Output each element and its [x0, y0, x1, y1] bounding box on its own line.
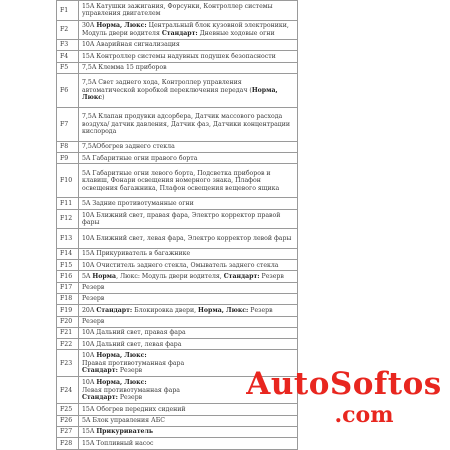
fuse-code: F23 [57, 350, 79, 377]
fuse-description-text: 10A Дальний свет, правая фара [82, 329, 186, 337]
fuse-code: F7 [57, 107, 79, 141]
fuse-description-bold: Норма, Люкс: [198, 306, 249, 314]
fuse-code: F9 [57, 153, 79, 164]
fuse-row [57, 20, 298, 40]
fuse-description-text: 15A Контроллер системы надувных подушек безопасности [82, 52, 276, 60]
fuse-description-bold: Норма, Люкс: [96, 22, 147, 30]
fuse-description-text: 15A Топливный насос [82, 439, 154, 447]
fuse-description-text: Дневные ходовые огни [197, 29, 275, 37]
fuse-description-text: 10A Дальний свет, левая фара [82, 340, 182, 348]
fuse-description [79, 198, 298, 209]
fuse-description [79, 164, 298, 198]
fuse-description-text: Блокировка двери, [132, 306, 199, 314]
fuse-code: F10 [57, 164, 79, 198]
fuse-code: F15 [57, 260, 79, 271]
fuse-description [79, 229, 298, 249]
fuse-description-text: 5A Габаритные огни правого борта [82, 154, 198, 162]
fuse-code: F1 [57, 1, 79, 21]
fuse-description-text: 7,5A Клапан продувки адсорбера, Датчик массового расхода воздуха/ датчик давления, Датчик фаз, Датчики концентрации кислорода [82, 113, 291, 136]
fuse-description-text: 7,5A Клемма 15 приборов [82, 64, 167, 72]
fuse-description [79, 141, 298, 152]
fuse-code: F22 [57, 339, 79, 350]
watermark-line1: AutoSoftos [246, 366, 442, 402]
fuse-description [79, 316, 298, 327]
fuse-description-text: 15A [82, 428, 97, 436]
watermark-line2: .com [334, 402, 394, 428]
fuse-description-text: Резерв [248, 306, 273, 314]
fuse-code: F4 [57, 51, 79, 62]
fuse-code: F27 [57, 427, 79, 438]
fuse-code: F2 [57, 20, 79, 40]
fuse-row [57, 209, 298, 229]
fuse-description-text: Резерв [259, 272, 284, 280]
fuse-description-text: 30A [82, 22, 97, 30]
fuse-row [57, 305, 298, 316]
fuse-description [79, 40, 298, 51]
fuse-description-text: 10A Ближний свет, правая фара, Электро корректор правой фары [82, 211, 281, 227]
fuse-description [79, 209, 298, 229]
fuse-row [57, 293, 298, 304]
fuse-row [57, 271, 298, 282]
fuse-row [57, 282, 298, 293]
fuse-description [79, 339, 298, 350]
fuse-description-text: 10A [82, 352, 97, 360]
fuse-code: F26 [57, 415, 79, 426]
fuse-row [57, 260, 298, 271]
fuse-code: F25 [57, 404, 79, 415]
fuse-code: F6 [57, 73, 79, 107]
fuse-description-text: 10A [82, 379, 97, 387]
fuse-code: F11 [57, 198, 79, 209]
fuse-description-text: Резерв [117, 367, 143, 375]
fuse-description-text: 10A Очиститель заднего стекла, Омыватель заднего стекла [82, 261, 279, 269]
fuse-code: F17 [57, 282, 79, 293]
fuse-description-text: Резерв [117, 394, 143, 402]
fuse-row [57, 153, 298, 164]
fuse-description-text: 20A [82, 306, 97, 314]
fuse-description [79, 248, 298, 259]
fuse-description [79, 107, 298, 141]
fuse-code: F5 [57, 62, 79, 73]
fuse-row [57, 164, 298, 198]
fuse-code: F21 [57, 327, 79, 338]
fuse-description [79, 327, 298, 338]
fuse-row [57, 327, 298, 338]
fuse-description [79, 427, 298, 438]
fuse-row [57, 73, 298, 107]
fuse-description-bold: Норма, Люкс [82, 86, 278, 102]
fuse-description-text: 5A Задние противотуманные огни [82, 199, 194, 207]
fuse-description-text: 10A Аварийная сигнализация [82, 41, 180, 49]
fuse-description-text: 7,5AОбогрев заднего стекла [82, 143, 175, 151]
fuse-description [79, 305, 298, 316]
fuse-description-text: Резерв [82, 295, 105, 303]
fuse-code: F18 [57, 293, 79, 304]
fuse-row [57, 427, 298, 438]
fuse-code: F3 [57, 40, 79, 51]
fuse-description [79, 293, 298, 304]
fuse-row [57, 62, 298, 73]
fuse-row [57, 40, 298, 51]
fuse-description-text: , Люкс: Модуль двери водителя, [116, 272, 224, 280]
fuse-description-text: Левая противотуманная фара [82, 386, 180, 394]
fuse-description-text: 7,5A Свет заднего хода, Контроллер управления автоматической коробкой переключения передач ( [82, 79, 252, 94]
fuse-row [57, 198, 298, 209]
fuse-description-text: 15A Обогрев передних сидений [82, 405, 186, 413]
fuse-description-text: 10A Ближний свет, левая фара, Электро корректор левой фары [82, 234, 292, 242]
fuse-description-bold: Стандарт: [96, 306, 133, 314]
fuse-description-bold: Стандарт: [161, 29, 198, 37]
fuse-row [57, 107, 298, 141]
fuse-code: F24 [57, 377, 79, 404]
fuse-description [79, 260, 298, 271]
fuse-description-bold: Стандарт: [82, 394, 118, 402]
fuse-code: F19 [57, 305, 79, 316]
fuse-row [57, 316, 298, 327]
fuse-description [79, 438, 298, 449]
fuse-code: F14 [57, 248, 79, 259]
fuse-description-bold: Норма, Люкс: [96, 352, 147, 360]
fuse-description [79, 51, 298, 62]
fuse-description-bold: Норма, Люкс: [96, 379, 147, 387]
fuse-description-text: Резерв [82, 318, 105, 325]
fuse-description-text: 15A Катушки зажигания, Форсунки, Контроллер системы управления двигателем [82, 2, 273, 18]
fuse-description-text: Резерв [82, 284, 105, 292]
fuse-description-text: 15A Прикуриватель в багажнике [82, 250, 191, 258]
fuse-description-text: 5A Блок управления АБС [82, 417, 165, 425]
fuse-code: F28 [57, 438, 79, 449]
fuse-code: F16 [57, 271, 79, 282]
fuse-row [57, 248, 298, 259]
fuse-code: F13 [57, 229, 79, 249]
fuse-description [79, 282, 298, 293]
fuse-description [79, 153, 298, 164]
fuse-description-text: 5A [82, 272, 93, 280]
fuse-description-text: 5A Габаритные огни левого борта, Подсветка приборов и клавиш, Фонари освещения номерного знака, Плафон освещения багажника, Плафон освещения вещевого ящика [82, 169, 280, 192]
fuse-row [57, 438, 298, 449]
fuse-description-bold: Стандарт: [82, 367, 118, 375]
fuse-description-text: Центральный блок кузовной электроники, Модуль двери водителя [82, 22, 289, 37]
fuse-description [79, 271, 298, 282]
fuse-description-bold: Норма [92, 272, 117, 280]
fuse-description [79, 1, 298, 21]
fuse-description [79, 20, 298, 40]
fuse-description [79, 62, 298, 73]
fuse-description [79, 73, 298, 107]
fuse-description-bold: Стандарт: [223, 272, 260, 280]
fuse-row [57, 229, 298, 249]
fuse-description-bold: Прикуриватель [96, 428, 154, 436]
fuse-row [57, 141, 298, 152]
fuse-row [57, 51, 298, 62]
fuse-code: F12 [57, 209, 79, 229]
fuse-description-text: ) [102, 94, 105, 102]
fuse-code: F20 [57, 316, 79, 327]
fuse-description-text: Правая противотуманная фара [82, 359, 185, 367]
fuse-code: F8 [57, 141, 79, 152]
watermark-logo [244, 366, 444, 428]
fuse-row [57, 339, 298, 350]
fuse-row [57, 1, 298, 21]
